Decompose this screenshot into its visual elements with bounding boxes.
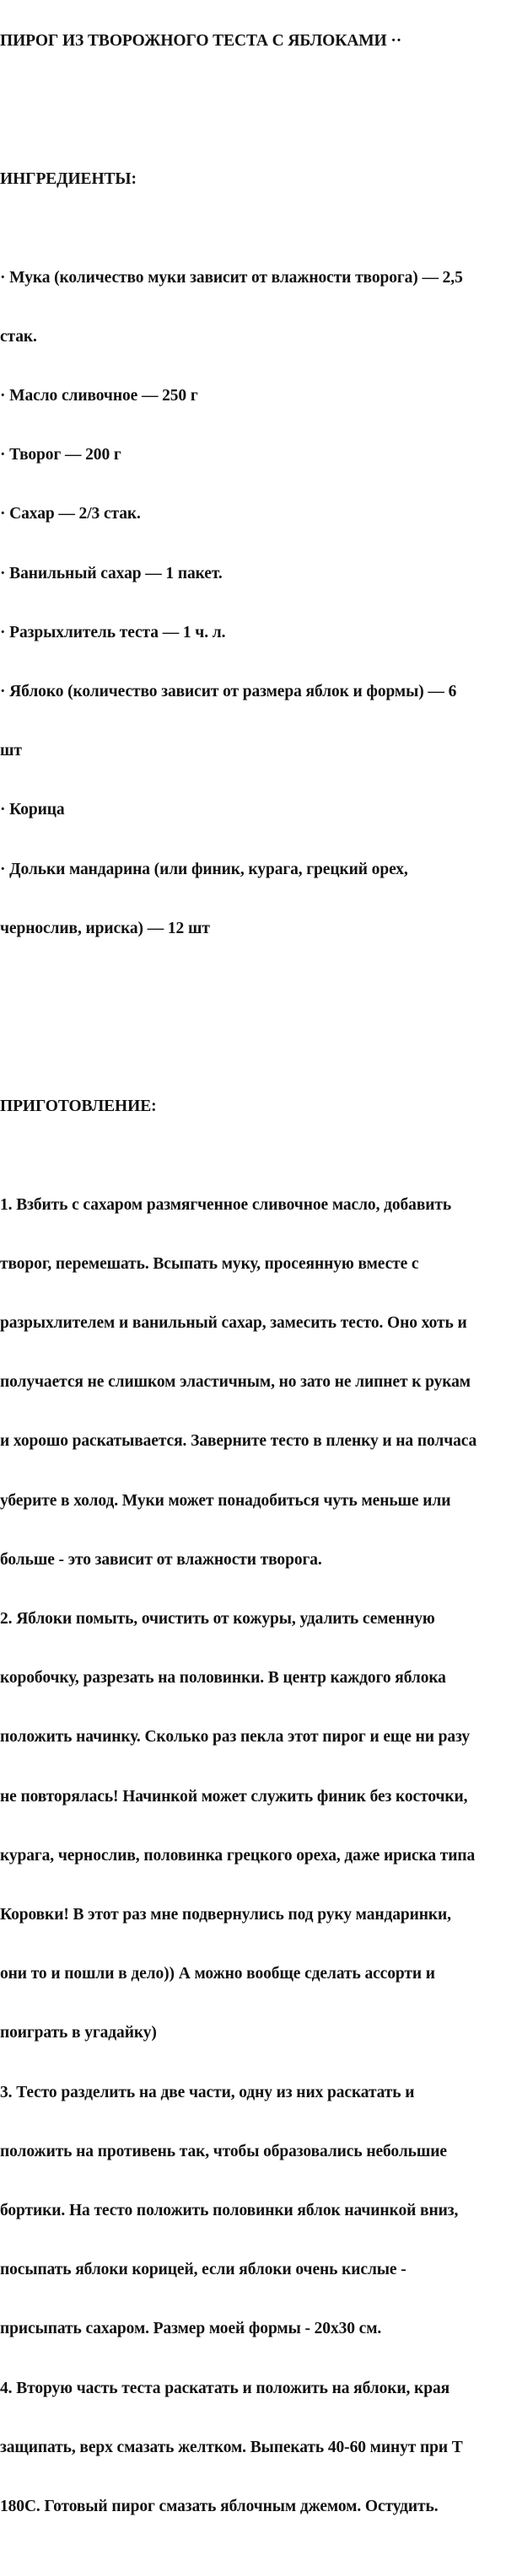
preparation-line: 2. Яблоки помыть, очистить от кожуры, удалить семенную [0, 1609, 435, 1628]
preparation-line: уберите в холод. Муки может понадобиться чуть меньше или [0, 1491, 451, 1510]
preparation-line: курага, чернослив, половинка грецкого ореха, даже ириска типа [0, 1846, 476, 1865]
ingredients-list [0, 228, 506, 978]
recipe-title: ПИРОГ ИЗ ТВОРОЖНОГО ТЕСТА С ЯБЛОКАМИ ·· [0, 31, 402, 50]
ingredient-line: · Корица [0, 801, 65, 819]
preparation-line: присыпать сахаром. Размер моей формы - 20х30 см. [0, 2320, 382, 2338]
ingredient-line: · Сахар — 2/3 стак. [0, 505, 141, 523]
ingredient-line: · Масло сливочное — 250 г [0, 387, 198, 405]
preparation-line: разрыхлителем и ванильный сахар, замесить тесто. Оно хоть и [0, 1313, 467, 1332]
preparation-line: 3. Тесто разделить на две части, одну из них раскатать и [0, 2083, 415, 2101]
ingredient-line: · Ванильный сахар — 1 пакет. [0, 564, 223, 582]
preparation-line: коробочку, разрезать на половинки. В центр каждого яблока [0, 1669, 446, 1688]
preparation-line: они то и пошли в дело)) А можно вообще сделать ассорти и [0, 1965, 435, 1983]
preparation-line: посыпать яблоки корицей, если яблоки очень кислые - [0, 2261, 406, 2279]
blank-line [0, 1017, 506, 1037]
ingredients-heading: ИНГРЕДИЕНТЫ: [0, 169, 137, 188]
ingredient-line: · Яблоко (количество зависит от размера яблок и формы) — 6 [0, 683, 457, 701]
preparation-line: поиграть в угадайку) [0, 2024, 157, 2042]
ingredient-line: шт [0, 742, 22, 760]
preparation-line: получается не слишком эластичным, но зато не липнет к рукам [0, 1373, 471, 1392]
preparation-line: творог, перемешать. Всыпать муку, просеянную вместе с [0, 1254, 419, 1273]
blank-line [0, 90, 506, 110]
preparation-line: 180С. Готовый пирог смазать яблочным джемом. Остудить. [0, 2497, 439, 2515]
preparation-line: не повторялась! Начинкой может служить финик без косточки, [0, 1787, 468, 1806]
ingredient-line: стак. [0, 327, 37, 346]
ingredient-line: · Творог — 200 г [0, 446, 121, 464]
preparation-heading: ПРИГОТОВЛЕНИЕ: [0, 1097, 157, 1115]
preparation-line: больше - это зависит от влажности творога. [0, 1550, 322, 1569]
preparation-line: положить начинку. Сколько раз пекла этот пирог и еще ни разу [0, 1728, 471, 1747]
ingredient-line: · Разрыхлитель теста — 1 ч. л. [0, 623, 226, 641]
preparation-line: положить на противень так, чтобы образовались небольшие [0, 2142, 447, 2160]
preparation-line: защипать, верх смазать желтком. Выпекать 40-60 минут при Т [0, 2438, 463, 2456]
preparation-line: бортики. На тесто положить половинки яблок начинкой вниз, [0, 2201, 459, 2219]
preparation-line: 1. Взбить с сахаром размягченное сливочное масло, добавить [0, 1195, 452, 1214]
ingredient-line: · Дольки мандарина (или финик, курага, грецкий орех, [0, 860, 408, 878]
preparation-steps [0, 1156, 506, 2556]
ingredient-line: чернослив, ириска) — 12 шт [0, 919, 210, 937]
preparation-line: и хорошо раскатывается. Заверните тесто в пленку и на полчаса [0, 1432, 477, 1451]
preparation-line: 4. Вторую часть теста раскатать и положить на яблоки, края [0, 2379, 450, 2397]
preparation-line: Коровки! В этот раз мне подвернулись под руку мандаринки, [0, 1905, 451, 1924]
ingredient-line: · Мука (количество муки зависит от влажности творога) — 2,5 [0, 268, 463, 287]
